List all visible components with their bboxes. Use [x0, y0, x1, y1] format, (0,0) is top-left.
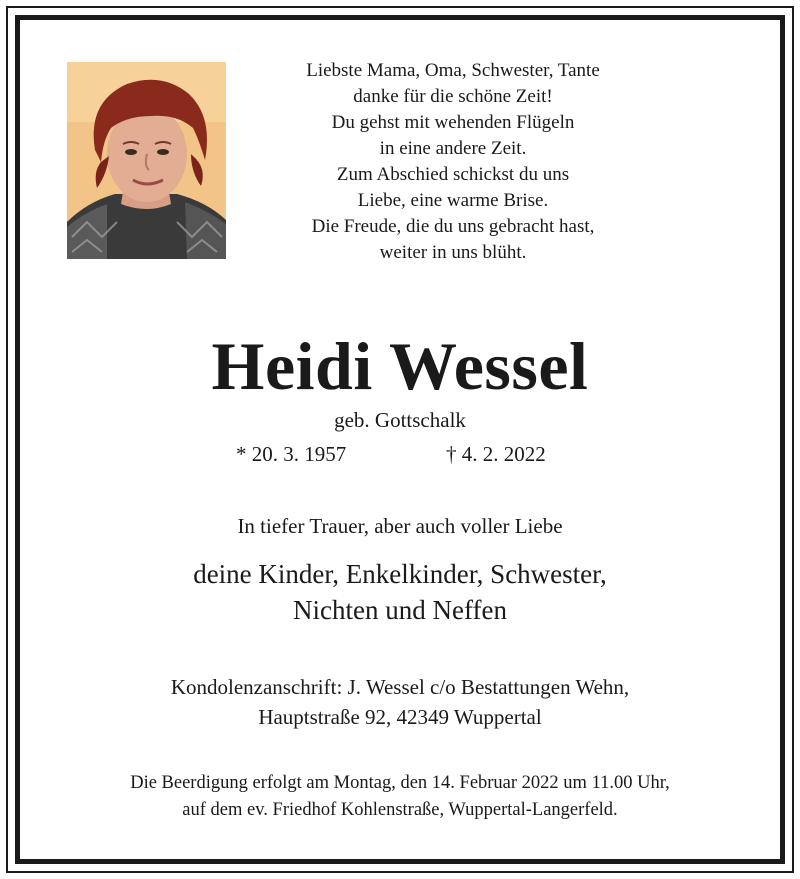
poem-line: weiter in uns blüht. — [379, 242, 527, 263]
portrait-illustration — [67, 62, 226, 259]
funeral-notice — [0, 770, 800, 824]
condolence-line: Kondolenzanschrift: J. Wessel c/o Bestattungen Wehn, — [170, 675, 630, 699]
poem-line: in eine andere Zeit. — [379, 138, 527, 159]
portrait-photo — [67, 62, 226, 259]
death-date: † 4. 2. 2022 — [446, 442, 546, 466]
poem-line: Die Freude, die du uns gebracht hast, — [311, 216, 595, 237]
funeral-line: Die Beerdigung erfolgt am Montag, den 14. Februar 2022 um 11.00 Uhr, — [130, 773, 670, 793]
maiden-name: geb. Gottschalk — [334, 408, 466, 432]
poem-line: Du gehst mit wehenden Flügeln — [331, 112, 575, 133]
family-line: deine Kinder, Enkelkinder, Schwester, — [193, 559, 607, 589]
condolence-line: Hauptstraße 92, 42349 Wuppertal — [258, 705, 542, 729]
poem-line: Liebste Mama, Oma, Schwester, Tante — [306, 60, 600, 81]
mourning-text: In tiefer Trauer, aber auch voller Liebe — [237, 514, 563, 538]
poem-line: Liebe, eine warme Brise. — [357, 190, 549, 211]
funeral-line: auf dem ev. Friedhof Kohlenstraße, Wuppertal-Langerfeld. — [182, 800, 618, 820]
poem — [240, 58, 666, 266]
condolence-address — [0, 672, 800, 732]
poem-line: danke für die schöne Zeit! — [353, 86, 553, 107]
family-line: Nichten und Neffen — [293, 595, 507, 625]
poem-line: Zum Abschied schickst du uns — [336, 164, 570, 185]
birth-date: * 20. 3. 1957 — [236, 442, 347, 466]
deceased-name: Heidi Wessel — [211, 328, 589, 404]
family-mourners — [0, 556, 800, 628]
